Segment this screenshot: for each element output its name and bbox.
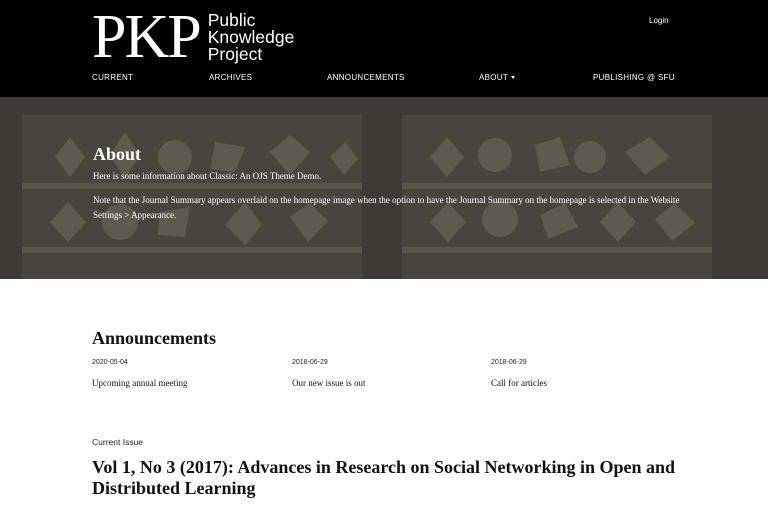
- nav-item-archives[interactable]: ARCHIVES: [209, 73, 253, 82]
- announcement-date: 2018-06-29: [292, 359, 328, 366]
- nav-item-about[interactable]: [479, 73, 515, 82]
- caret-down-icon: [511, 76, 515, 79]
- logo-line: Knowledge: [207, 26, 295, 47]
- hero-overlay: [0, 97, 768, 279]
- current-issue-label: Current Issue: [92, 437, 144, 447]
- about-heading: About: [93, 144, 142, 164]
- announcement-date: 2020-05-04: [92, 359, 128, 366]
- hero-banner: [0, 97, 768, 279]
- logo-mark: PKP: [92, 3, 200, 71]
- nav-item-about-label: ABOUT: [479, 73, 509, 82]
- announcement-link[interactable]: Upcoming annual meeting: [92, 378, 188, 388]
- nav-item-publishing-sfu[interactable]: PUBLISHING @ SFU: [593, 73, 675, 82]
- nav-item-current[interactable]: CURRENT: [92, 73, 134, 82]
- pkp-logo[interactable]: [92, 3, 295, 71]
- announcements-heading: Announcements: [92, 328, 217, 348]
- announcement-date: 2018-06-29: [491, 359, 527, 366]
- journal-summary-note: Note that the Journal Summary appears overlaid on the homepage image when the option to have the Journal Summary on the homepage is selected in the Website Settings > Appearance.: [93, 195, 680, 220]
- site-header: [0, 0, 768, 97]
- logo-line: Public: [207, 9, 256, 30]
- logo-text: [207, 9, 295, 64]
- login-link[interactable]: Login: [649, 16, 669, 25]
- nav-item-announcements[interactable]: ANNOUNCEMENTS: [327, 73, 405, 82]
- current-issue-title[interactable]: Vol 1, No 3 (2017): Advances in Research on Social Networking in Open and Distributed Learning: [92, 457, 676, 498]
- announcement-link[interactable]: Our new issue is out: [292, 378, 366, 388]
- logo-line: Project: [207, 43, 263, 64]
- main-nav: [0, 73, 768, 85]
- journal-summary-paragraph: Here is some information about Classic: An OJS Theme Demo.: [93, 171, 322, 181]
- announcement-link[interactable]: Call for articles: [491, 378, 547, 388]
